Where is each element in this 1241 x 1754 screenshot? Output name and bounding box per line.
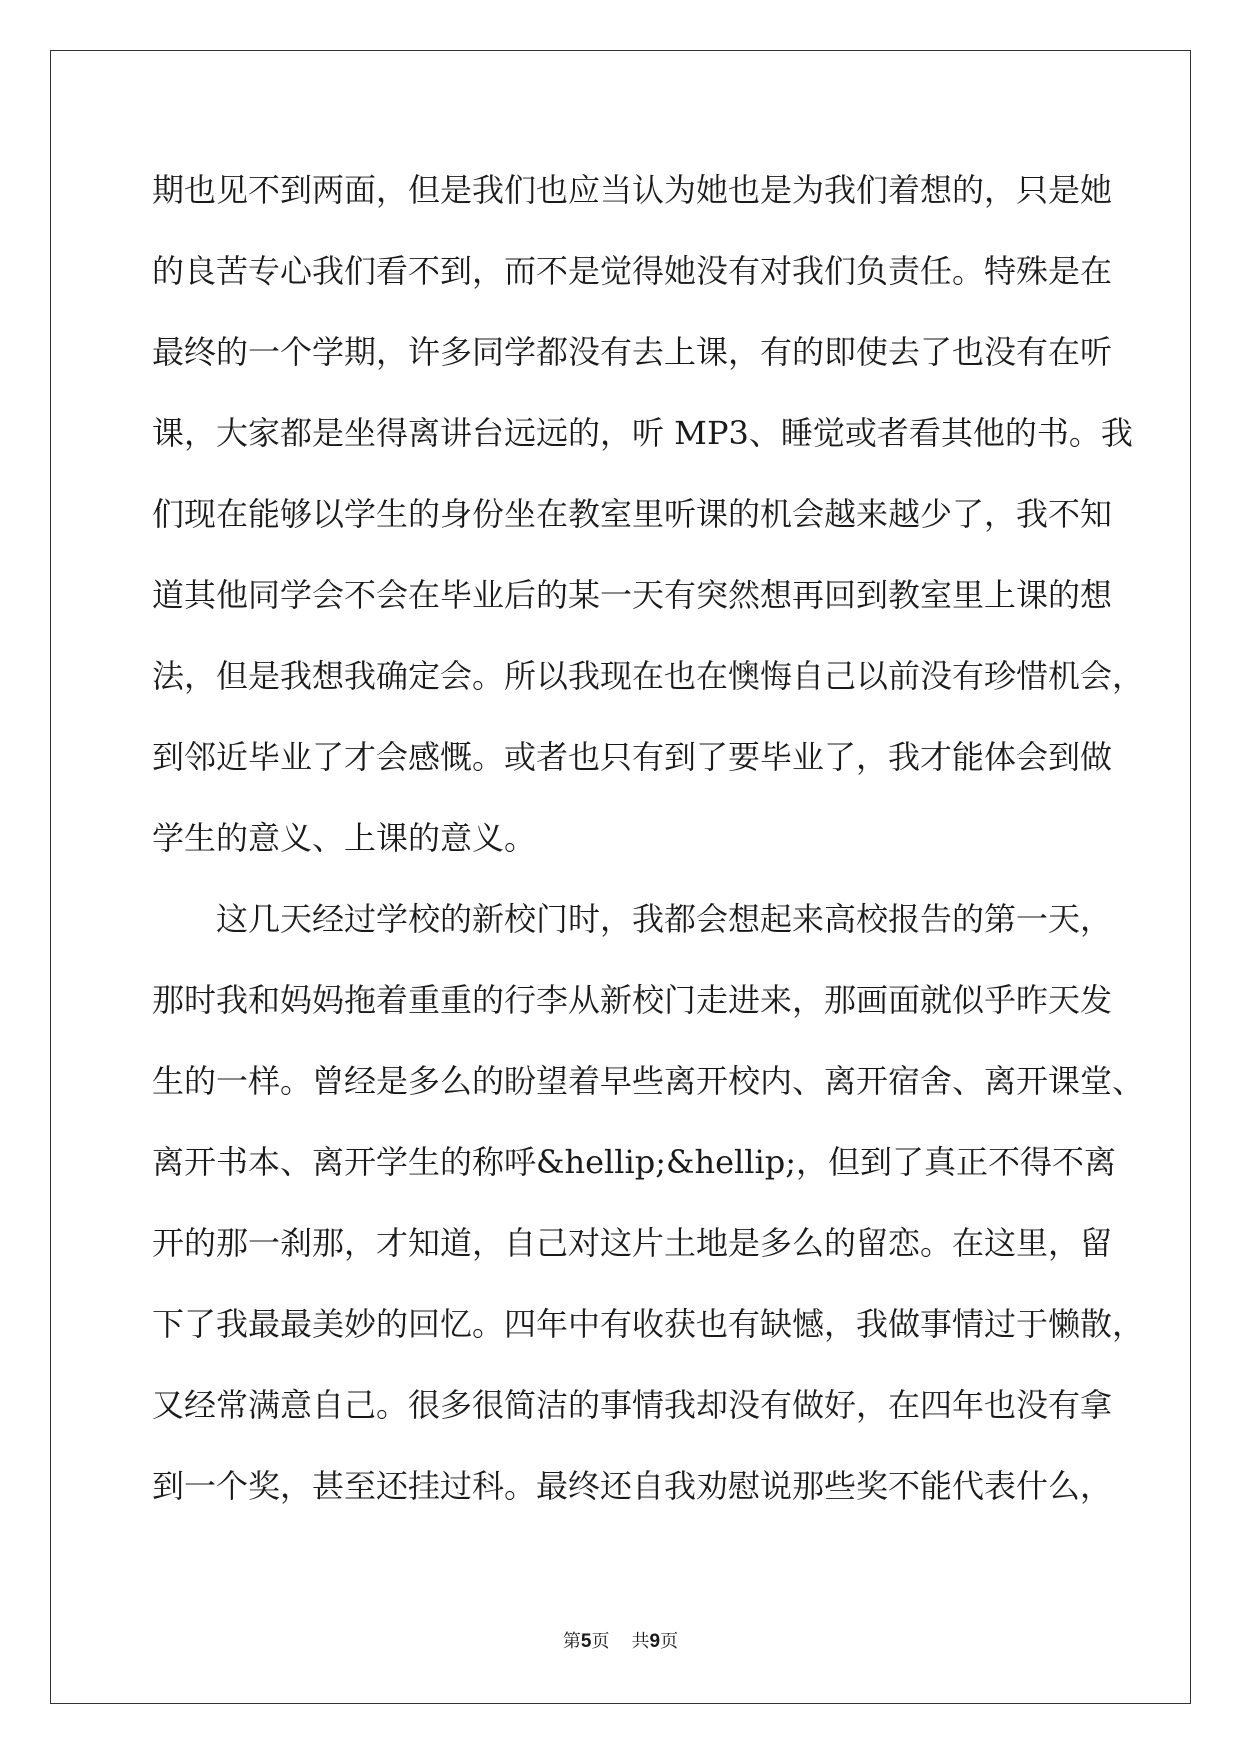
text-line: 那时我和妈妈拖着重重的行李从新校门走进来，那画面就似乎昨天发 bbox=[152, 981, 1113, 1019]
text-line: 法，但是我想我确定会。所以我现在也在懊悔自己以前没有珍惜机会， bbox=[152, 657, 1145, 695]
body-text bbox=[152, 160, 1145, 1537]
text-line: 的良苦专心我们看不到，而不是觉得她没有对我们负责任。特殊是在 bbox=[152, 252, 1113, 290]
text-line: 道其他同学会不会在毕业后的某一天有突然想再回到教室里上课的想 bbox=[152, 576, 1113, 614]
text-line: 下了我最最美妙的回忆。四年中有收获也有缺憾，我做事情过于懒散， bbox=[152, 1305, 1145, 1343]
paragraph-start-line: 这几天经过学校的新校门时，我都会想起来高校报告的第一天， bbox=[216, 900, 1113, 938]
page-footer bbox=[0, 1627, 1241, 1653]
text-line: 开的那一刹那，才知道，自己对这片土地是多么的留恋。在这里，留 bbox=[152, 1224, 1113, 1262]
text-line: 们现在能够以学生的身份坐在教室里听课的机会越来越少了，我不知 bbox=[152, 495, 1113, 533]
current-page-number: 5 bbox=[580, 1631, 592, 1652]
total-pages-number: 9 bbox=[649, 1631, 661, 1652]
text-line: 期也见不到两面，但是我们也应当认为她也是为我们着想的，只是她 bbox=[152, 171, 1113, 209]
text-line: 到一个奖，甚至还挂过科。最终还自我劝慰说那些奖不能代表什么， bbox=[152, 1467, 1113, 1505]
paragraph-end-line: 学生的意义、上课的意义。 bbox=[152, 819, 537, 857]
footer-prefix: 第 bbox=[562, 1631, 581, 1652]
text-line: 到邻近毕业了才会感慨。或者也只有到了要毕业了，我才能体会到做 bbox=[152, 738, 1113, 776]
footer-page-suffix: 页 bbox=[591, 1631, 610, 1652]
text-line: 最终的一个学期，许多同学都没有去上课，有的即使去了也没有在听 bbox=[152, 333, 1113, 371]
text-line: 课，大家都是坐得离讲台远远的，听 MP3、睡觉或者看其他的书。我 bbox=[152, 414, 1133, 452]
footer-total-prefix: 共 bbox=[631, 1631, 650, 1652]
footer-total-suffix: 页 bbox=[660, 1631, 679, 1652]
text-line: 离开书本、离开学生的称呼&hellip;&hellip;，但到了真正不得不离 bbox=[152, 1143, 1117, 1181]
text-line: 又经常满意自己。很多很简洁的事情我却没有做好，在四年也没有拿 bbox=[152, 1386, 1113, 1424]
text-line: 生的一样。曾经是多么的盼望着早些离开校内、离开宿舍、离开课堂、 bbox=[152, 1062, 1145, 1100]
